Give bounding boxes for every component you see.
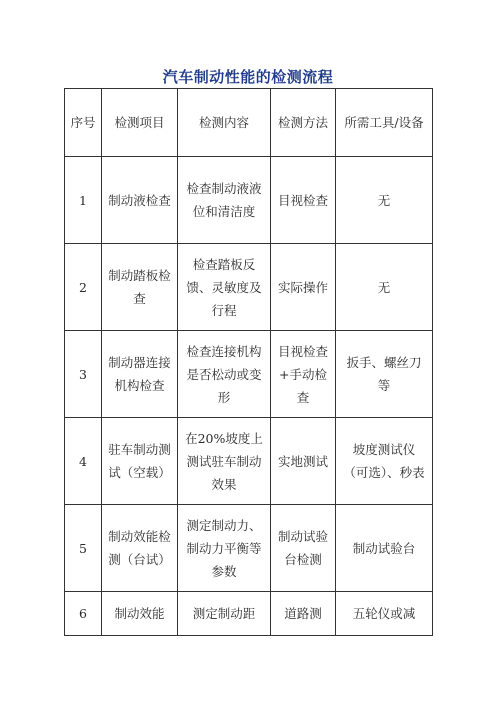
cell-index: 5 [65,505,102,592]
cell-content: 在20%坡度上测试驻车制动效果 [178,418,271,505]
cell-index: 2 [65,244,102,331]
cell-tools: 制动试验台 [336,505,433,592]
cell-tools: 无 [336,244,433,331]
document-title: 汽车制动性能的检测流程 [162,68,334,86]
table-row [65,505,433,592]
cell-content: 测定制动力、制动力平衡等参数 [178,505,271,592]
inspection-table [64,88,433,636]
cell-index: 6 [65,592,102,636]
cell-tools: 坡度测试仪（可选）、秒表 [336,418,433,505]
cell-tools: 五轮仪或减 [336,592,433,636]
cell-content: 检查连接机构是否松动或变形 [178,331,271,418]
cell-item: 制动效能检测（台试） [102,505,178,592]
header-item: 检测项目 [102,89,178,157]
header-method: 检测方法 [271,89,336,157]
cell-item: 制动踏板检查 [102,244,178,331]
cell-index: 4 [65,418,102,505]
cell-method: 目视检查+手动检查 [271,331,336,418]
cell-content: 检查踏板反馈、灵敏度及行程 [178,244,271,331]
cell-item: 制动效能 [102,592,178,636]
table-row [65,157,433,244]
cell-index: 1 [65,157,102,244]
cell-content: 检查制动液液位和清洁度 [178,157,271,244]
cell-method: 目视检查 [271,157,336,244]
cell-item: 驻车制动测试（空载） [102,418,178,505]
cell-index: 3 [65,331,102,418]
cell-method: 制动试验台检测 [271,505,336,592]
cell-item: 制动器连接机构检查 [102,331,178,418]
cell-method: 道路测 [271,592,336,636]
cell-method: 实地测试 [271,418,336,505]
cell-tools: 扳手、螺丝刀等 [336,331,433,418]
table-row [65,244,433,331]
table-row [65,331,433,418]
header-index: 序号 [65,89,102,157]
table-row [65,592,433,636]
header-content: 检测内容 [178,89,271,157]
cell-tools: 无 [336,157,433,244]
table-row [65,418,433,505]
cell-method: 实际操作 [271,244,336,331]
table-header-row [65,89,433,157]
cell-item: 制动液检查 [102,157,178,244]
cell-content: 测定制动距 [178,592,271,636]
header-tools: 所需工具/设备 [336,89,433,157]
